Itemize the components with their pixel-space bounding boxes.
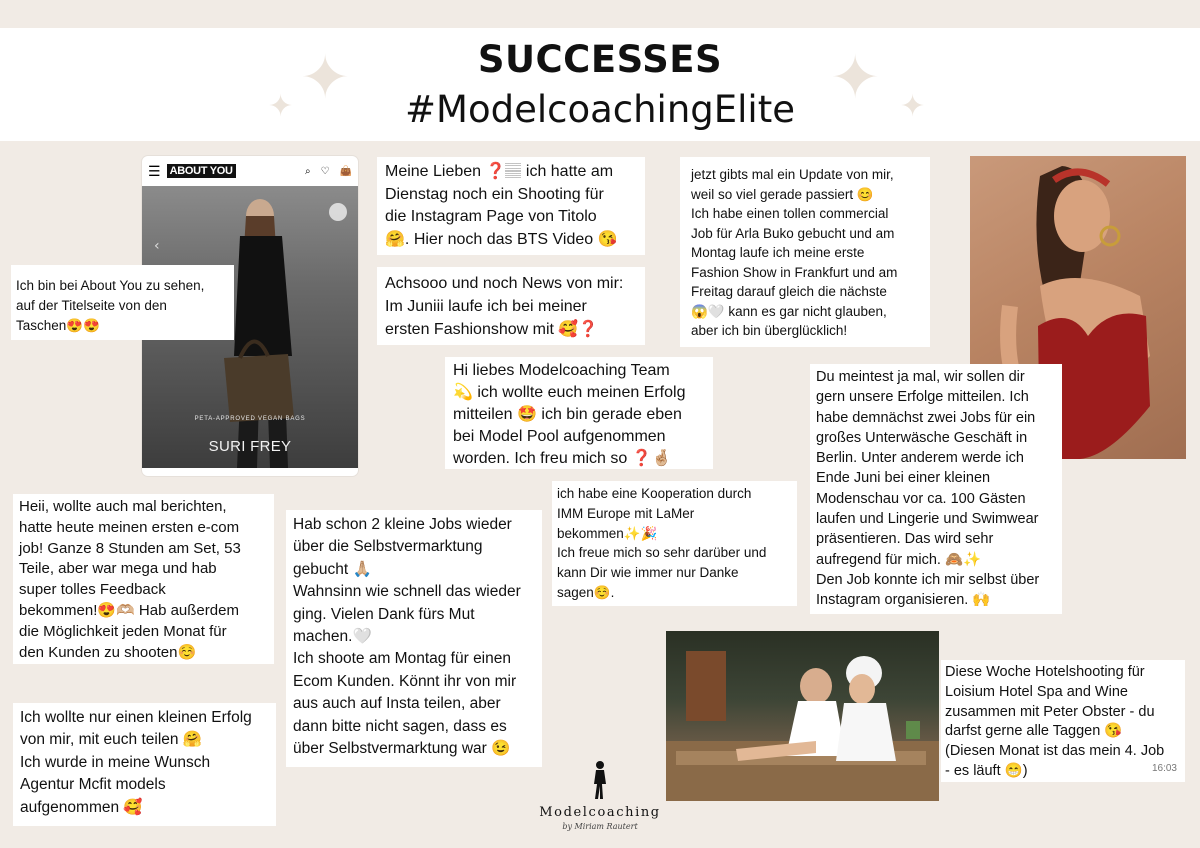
message-selbstvermarktung: Hab schon 2 kleine Jobs wieder über die Selbstvermarktung gebucht 🙏🏼 Wahnsinn wie schnell das wieder ging. Vielen Dank fürs Mut machen.🤍 Ich shoote am Montag für einen Ecom Kunden. Könnt ihr von mir aus auch auf Insta teilen, aber dann bitte nicht sagen, dass es über Selbstvermarktung war 😉 xyxy=(286,510,542,767)
message-model-pool: Hi liebes Modelcoaching Team 💫 ich wollte euch meinen Erfolg mitteilen 🤩 ich bin gerade eben bei Model Pool aufgenommen worden. Ich freu mich so ❓🤞🏼 xyxy=(445,357,713,469)
phone-nav-icons xyxy=(305,166,352,177)
svg-text:‹: ‹ xyxy=(154,238,160,254)
model-silhouette-icon xyxy=(588,760,612,800)
message-lamer: ich habe eine Kooperation durch IMM Europe mit LaMer bekommen✨🎉 Ich freue mich so sehr darüber und kann Dir wie immer nur Danke sagen☺️. xyxy=(552,481,797,606)
search-icon: ⌕ xyxy=(304,165,311,177)
message-timestamp: 16:03 xyxy=(1151,763,1177,775)
page-title: SUCCESSES xyxy=(477,38,723,81)
bag-tagline: PETA-APPROVED VEGAN BAGS xyxy=(194,416,306,422)
message-ecom: Heii, wollte auch mal berichten, hatte heute meinen ersten e-com job! Ganze 8 Stunden am Set, 53 Teile, aber war mega und hab super tolles Feedback bekommen!😍🫶🏼 Hab außerdem die Möglichkeit jeden Monat für den Kunden zu shooten☺️ xyxy=(13,494,274,664)
heart-icon: ♡ xyxy=(320,165,330,177)
hotel-spa-photo xyxy=(666,631,939,801)
message-unterwaesche: Du meintest ja mal, wir sollen dir gern unsere Erfolge mitteilen. Ich habe demnächst zwei Jobs für ein großes Unterwäsche Geschäft in Berlin. Unter anderem werde ich Ende Juni bei einer kleinen Modenschau vor ca. 100 Gästen laufen und Lingerie und Swimwear präsentieren. Das wird sehr aufregend für mich. 🙈✨ Den Job konnte ich mir selbst über Instagram organisieren. 🙌 xyxy=(810,364,1062,614)
bag-icon: 👜 xyxy=(339,165,352,177)
message-arla: jetzt gibts mal ein Update von mir, weil so viel gerade passiert 😊 Ich habe einen tollen commercial Job für Arla Buko gebucht und am Montag laufe ich meine erste Fashion Show in Frankfurt und am Freitag darauf gleich die nächste 😱🤍 kann es gar nicht glauben, aber ich bin überglücklich! xyxy=(680,157,930,347)
page-subtitle: #ModelcoachingElite xyxy=(405,88,795,131)
brand-name: SURI FREY xyxy=(208,438,292,455)
modelcoaching-logo xyxy=(530,760,670,831)
message-fashionshow: Achsooo und noch News von mir: Im Juniii laufe ich bei meiner ersten Fashionshow mit 🥰❓ xyxy=(377,267,645,345)
sparkle-icon: ✦ xyxy=(268,89,294,124)
message-hotel: Diese Woche Hotelshooting für Loisium Hotel Spa and Wine zusammen mit Peter Obster - du darfst gerne alle Taggen 😘 (Diesen Monat ist das mein 4. Job - es läuft 😁) 16:03 xyxy=(941,660,1185,782)
sparkle-icon: ✦ xyxy=(830,43,881,113)
sparkle-icon: ✦ xyxy=(900,89,926,124)
menu-icon: ☰ xyxy=(148,162,161,179)
about-you-logo: ABOUT YOU xyxy=(167,164,236,178)
sparkle-icon: ✦ xyxy=(300,43,351,113)
phone-nav-bar xyxy=(142,156,358,186)
logo-text: Modelcoaching xyxy=(539,805,661,820)
message-mcfit: Ich wollte nur einen kleinen Erfolg von mir, mit euch teilen 🤗 Ich wurde in meine Wunsch Agentur Mcfit models aufgenommen 🥰 xyxy=(13,703,276,826)
logo-signature: by Miriam Rautert xyxy=(562,822,638,831)
message-titolo: Meine Lieben ❓🏽 ich hatte am Dienstag noch ein Shooting für die Instagram Page von Titolo 🤗. Hier noch das BTS Video 😘 xyxy=(377,157,645,255)
couple-spa-figure xyxy=(666,631,939,801)
message-about-you: Ich bin bei About You zu sehen, auf der Titelseite von den Taschen😍😍 xyxy=(11,265,234,340)
